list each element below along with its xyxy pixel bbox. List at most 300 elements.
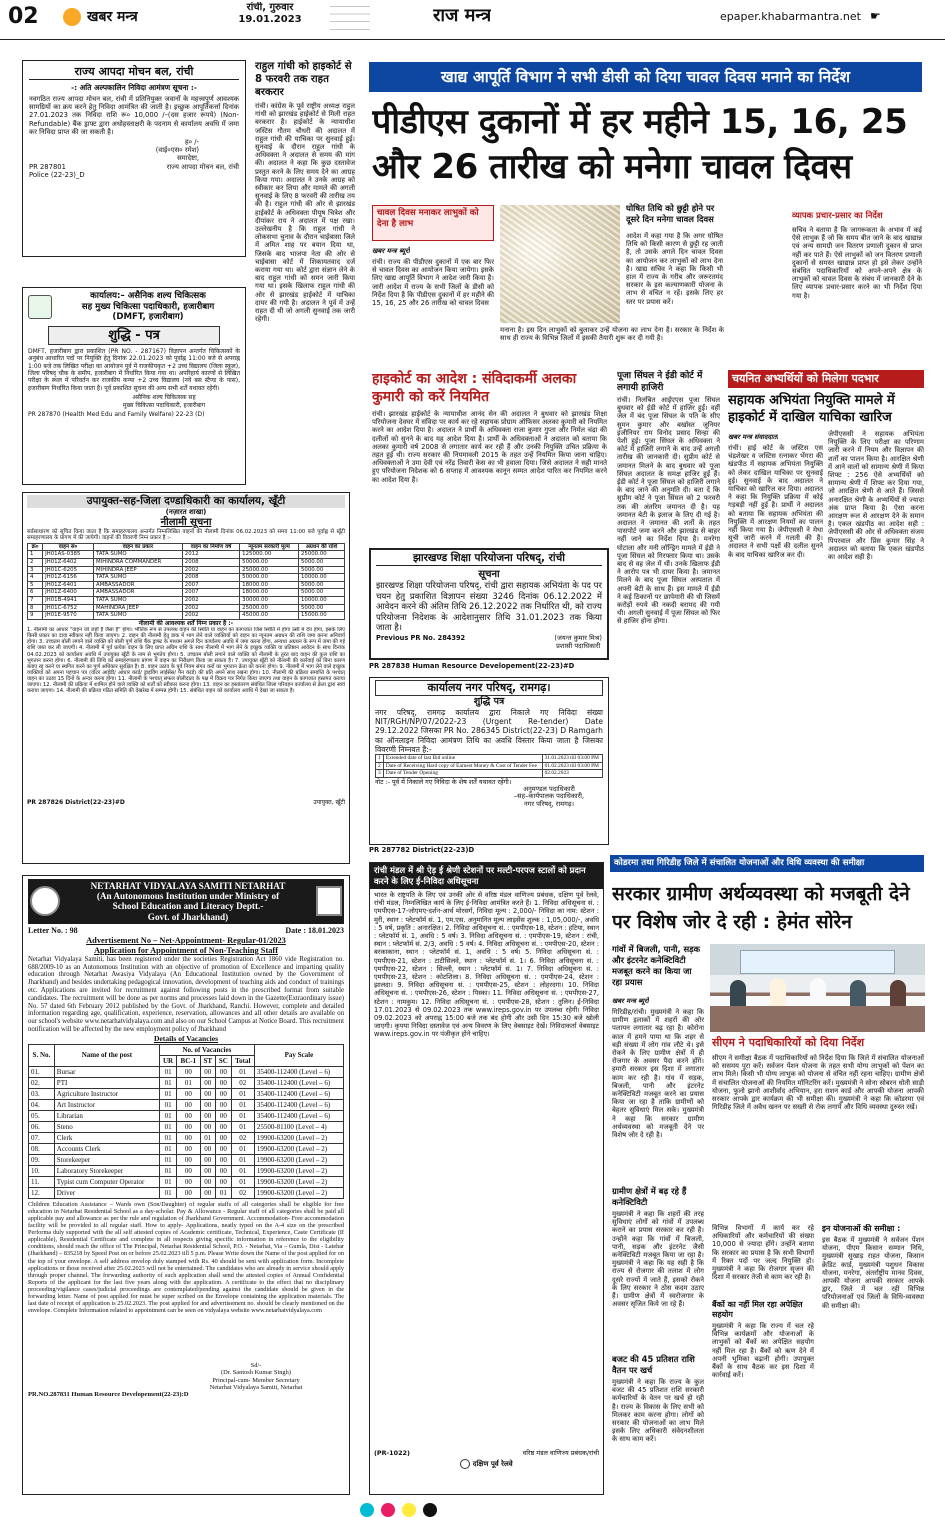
auction-col-header: क्र० xyxy=(28,543,43,551)
sign-line: –सह–कार्यपालक पदाधिकारी, xyxy=(513,792,585,801)
promo-headline: सहायक अभियंता नियुक्ति मामले में हाइकोर्ट में दाखिल याचिका खारिज xyxy=(728,393,895,425)
soren-byline: खबर मन्त्र ब्यूरो xyxy=(612,997,649,1005)
main-kicker: खाद्य आपूर्ति विभाग ने सभी डीसी को दिया चावल दिवस मनाने का निर्देश xyxy=(369,62,922,92)
table-row xyxy=(28,551,345,559)
table-cell: 00 xyxy=(177,1088,200,1099)
story-alka-body: रांची। झारखंड हाईकोर्ट के न्यायाधीश आनंद सेन की अदालत ने बुधवार को झारखंड शिक्षा परियोजना देवघर में संविदा पर कार्य कर रहे सहायक प्रोग्राम ऑफिसर अलका कुमारी को नियमित करने का आदेश दिया है। अदालत ने प्रार्थी के अधिवक्ता राजा कुमार गुप्ता और निर्मल चंद्रा की दलीलों को सुनने के बाद यह आदेश दिया है। प्रार्थी के अधिवक्ताओं ने अदालत को बताया कि अलका कुमारी वर्ष 2008 से लगातार कार्य कर रही हैं और उनकी नियुक्ति उचित प्रक्रिया के तहत हुई थी। राज्य सरकार की नियमावली 2015 के तहत उन्हें नियमित किया जाना चाहिए। अधिवक्ताओं ने उमा देवी एवं नरेंद्र तिवारी केस का भी हवाला दिया। जिसे अदालत ने सही मानते हुए परियोजना निदेशक को 6 सप्ताह में आवश्यक कानून सम्मत आदेश पारित कर नियमित करने का आदेश दिया है। xyxy=(372,410,607,484)
table-cell: 5 xyxy=(28,581,43,589)
person-2 xyxy=(770,978,786,1006)
sign-line: प्रशासी पदाधिकारी xyxy=(556,641,601,650)
netarhat-body: Netarhat Vidyalaya Samiti, has been registered under the societies Registration Act 1860 vide Registration no. 688/2009-10 as an Autonomous Institution with an objective of promotion of Excellence and imparting quality education through Netarhat Awasiya Vidyalaya (An Educational Institution owned by the Government of Jharkhand) and besides undertaking pedagogical innovation, development of teaching aids and conduct of trainings etc. Applications are invited for recruitment against following posts in the prescribed format from suitable candidates. The recruitment will be done as per norms and processes laid down in the Gazette(Extraordinary issue) No. 57 dated 6th February 2012 published by the Govt. of Jharkhand, Ranchi. However, complete and detailed information regarding age, qualification, experience, reservation, allowances and all other details are available on our school's website www.netarhatvidyalaya.com and also on our School Campus at Notice Board. This recruitment notification will be affected by the new employment policy of Jharkhand xyxy=(28,955,344,1033)
notice-body: DMFT, हजारीबाग द्वारा प्रकाशित (PR NO. - 287167) विज्ञापन अन्तर्गत चिकित्सकों के अनुबंध आधारित पदों पर नियुक्ति हेतु दिनांक 22.01.2023 को पूर्वाह्न 11:00 बजे से अपराह्न 1:00 बजे तक लिखित परीक्षा का आयोजन पूर्व में राजकीयकृत +2 उच्च विद्यालय (जिला स्कूल), जिला परिषद् चौक के समीप, हजारीबाग में निर्धारित किया गया था। अपरिहार्य कारणों से लिखित परीक्षा के स्थल में परिवर्तन कर राजकीय कन्या +2 उच्च विद्यालय (नये बस स्टैण्ड के पास), हजारीबाग निर्धारित किया जाता है। पूर्व प्रकाशित सूचना की अन्य सभी शर्तें यथावत रहेंगी। xyxy=(28,347,240,392)
vacancy-sub-header: UR xyxy=(159,1055,176,1066)
table-cell: 11. xyxy=(29,1176,55,1187)
table-row xyxy=(29,1088,344,1099)
reg-mark-yellow-icon xyxy=(402,1503,416,1517)
notice-title: शुद्धि - पत्र xyxy=(48,326,220,345)
notice-ramgarh xyxy=(369,677,609,845)
notice-office: कार्यालय नगर परिषद्, रामगढ़। xyxy=(375,680,603,696)
table-cell: AMBASSADOR xyxy=(93,581,182,589)
table-cell: 01 xyxy=(231,1088,254,1099)
table-cell: 00 xyxy=(177,1187,200,1198)
table-cell: Driver xyxy=(54,1187,159,1198)
sign-line: Netarhat Vidyalaya Samiti, Netarhat xyxy=(209,1384,303,1391)
table-cell: TATA SUMO xyxy=(93,574,182,582)
table-cell: JH01Z-6156 xyxy=(43,574,94,582)
soren-photo xyxy=(710,944,925,1032)
table-cell: Laboratory Storekeeper xyxy=(54,1165,159,1176)
table-cell: 01 xyxy=(159,1154,176,1165)
col-pay: Pay Scale xyxy=(254,1044,343,1066)
table-cell: 2002 xyxy=(182,566,239,574)
sign-line: मुख्य चिकित्सा पदाधिकारी, हजारीबाग xyxy=(122,401,206,409)
table-cell: 5000.00 xyxy=(298,559,344,567)
print-registration-marks xyxy=(360,1503,560,1517)
notice-sign xyxy=(376,634,602,650)
ramgarh-pr: PR 287782 District(22-23)D xyxy=(369,846,475,854)
netarhat-sign xyxy=(168,1362,344,1392)
sign-line: ह० /- xyxy=(184,138,199,147)
col-vacancies: No. of Vacancies xyxy=(159,1044,254,1055)
table-cell: 01. xyxy=(29,1066,55,1077)
table-row xyxy=(28,604,345,612)
table-cell: 30000.00 xyxy=(240,596,299,604)
reg-mark-magenta-icon xyxy=(381,1503,395,1517)
table-row xyxy=(28,559,345,567)
table-cell: 00 xyxy=(177,1099,200,1110)
netarhat-footer: Children Education Assistance – Wards own (Son/Daughter) of regular staffs of all categories shall be eligible for free education in Netarhat Residential School as a day-scholar. Pay & Allowance - Regular staff of all categories shall be paid all applicable pay and allowance as per the rule and regulation of Jharkhand Government. Accommodation- Free accommodation facility will be provided to all regular staff. How to apply- Applications, neatly typed on the A-4 size on the prescribed Performa duly supported with the all self attested copies of Academic certificate, Technical, Experience, Caste Certificate (If applicable), Residential Certificate and complete in all respects giving specific information in reference to the eligibility conditions, should reach the office of The Principal, Netarhat Residential School, P.O. - Netarhat, Via – Gumla, Dist - Latehar (Jharkhand) – 835218 by Speed Post on or before 25.02.2023 till 5 p.m. Please Write down the Name of the post applied for on the top of your envelope. A self address envelop duly stamped with Rs. 40 should be sent with application form. Incomplete applications or those received after 25.02.2023 will not be entertained. The candidates who are already in service should apply through proper channel. The forwarding authority of such application shall send the attested copies of Annual Confidential Reports of the applicant for the last five years along with the application. A certificate to the effect that no disciplinary proceeding/vigilance cases/judicial proceedings are contemplated/pending against the candidate should be given in the forwarding letter. Name of post applied for must be super scribed on the Envelope containing the application materials. The last date of receipt of application is 25.02.2023. The post applied for and advertisement no. should be clearly mentioned on the envelope. Complete Information related to appointment can be seen on vidyalaya website www.netarhatvidyalaya.com xyxy=(28,1200,344,1315)
table-cell: 19900-63200 (Level – 2) xyxy=(254,1154,343,1165)
table-row xyxy=(28,612,345,620)
story-pooja-body: रांची। निलंबित आईएएस पूजा सिंघल बुधवार को ईडी कोर्ट में हाजिर हुईं। वहीं जेल में बंद पूजा सिंघल के पति के सीए सुमन कुमार और बर्खास्त जूनियर इंजीनियर राम विनोद प्रसाद सिन्हा की पेशी हुई। पूजा सिंघल के अधिवक्ता ने कोर्ट में हाजिरी लगाने के बाद उन्हें अगली तारीख की जानकारी दी। सुप्रीम कोर्ट से जमानत मिलने के बाद बुधवार को पूजा सिंघल अदालत के समक्ष हाजिर हुईं हैं। ईडी कोर्ट ने पूजा सिंघल को हाजिरी लगाने के बाद जाने की अनुमति दी। बता दें कि सुप्रीम कोर्ट ने पूजा सिंघल को 2 फरवरी तक की अंतरिम जमानत दी है। यह जमानत बेटी के इलाज के लिए दी गई है। अदालत ने जमानत की शर्तों के तहत पासपोर्ट जमा करने और झारखंड से बाहर नहीं जाने का निर्देश दिया है। मनरेगा घोटाला और मनी लॉन्ड्रिंग मामले में ईडी ने पूजा सिंघल को गिरफ्तार किया था। उसके बाद से वह जेल में थीं। उनके खिलाफ ईडी ने आरोप पत्र भी दायर किया है। जमानत मिलने के बाद पूजा सिंघल अस्पताल में अपनी बेटी के साथ हैं। इस मामले में ईडी ने कई ठिकानों पर छापेमारी की थी जिसमें करोड़ों रुपये की नकदी बरामद की गयी थी। अगली सुनवाई में पूजा सिंघल को फिर से हाजिर होना होगा। xyxy=(617,396,720,626)
pr-number: PR 287801 xyxy=(29,162,66,171)
auction-col-header: न्यूनतम सरकारी मूल्य xyxy=(240,543,299,551)
header-date: 19.01.2023 xyxy=(238,14,302,25)
table-row xyxy=(376,755,603,763)
table-cell: 00 xyxy=(177,1110,200,1121)
table-cell: 01 xyxy=(159,1088,176,1099)
website-link[interactable]: epaper.khabarmantra.net xyxy=(720,10,861,23)
pr-number: (PR-1022) xyxy=(374,1449,410,1457)
table-cell: 00 xyxy=(177,1121,200,1132)
table-cell: MAHINDRA JEEP xyxy=(93,604,182,612)
person-3 xyxy=(810,978,826,1006)
table-cell: 01 xyxy=(159,1187,176,1198)
soren-kicker: कोडरमा तथा गिरिडीह जिले में संचालित योजनाओं और विधि व्यवस्था की समीक्षा xyxy=(610,855,924,872)
table-cell: 02. xyxy=(29,1077,55,1088)
table-cell: 19900-63200 (Level – 2) xyxy=(254,1165,343,1176)
table-cell: 25500-81100 (Level – 4) xyxy=(254,1121,343,1132)
table-row xyxy=(29,1110,344,1121)
person-1 xyxy=(730,980,746,1006)
table-cell: 01 xyxy=(177,1077,200,1088)
auction-col-header: वाहन सं० xyxy=(43,543,94,551)
table-cell: 7 xyxy=(28,596,43,604)
table-cell: 00 xyxy=(200,1154,215,1165)
table-cell: 18000.00 xyxy=(240,589,299,597)
brand-name: खबर मन्त्र xyxy=(87,9,138,25)
soren-subhead-2: ग्रामीण क्षेत्रों में बढ़ रहे हैं कनेक्टिविटी xyxy=(612,1186,687,1207)
vacancy-sub-header: BC-1 xyxy=(177,1055,200,1066)
terms-title: नीलामी की आवश्यक शर्तें निम्न प्रकार है :- xyxy=(138,619,234,627)
table-row xyxy=(29,1121,344,1132)
meeting-banner xyxy=(740,950,895,974)
table-cell: 00 xyxy=(200,1176,215,1187)
notice-auction xyxy=(22,492,350,864)
pr-number: PR 287826 District(22-23)#D xyxy=(27,799,125,807)
sign-line: असैनिक शल्य चिकित्सक सह xyxy=(132,394,196,402)
pointer-icon: ☛ xyxy=(870,9,881,23)
table-cell: 00 xyxy=(215,1121,231,1132)
soren-body-3: मुख्यमंत्री ने कहा कि राज्य के कुल बजट की 45 प्रतिशत राशि सरकारी कर्मचारियों के वेतन पर खर्च हो रही है। राज्य के विकास के लिए सभी को मिलकर काम करना होगा। लोगों को सरकार की योजनाओं का लाभ मिले इसके लिए अधिकारी संवेदनशीलता के साथ काम करें। xyxy=(612,1378,704,1444)
vacancy-table xyxy=(28,1044,344,1199)
soren-subhead-3: बजट की 45 प्रतिशत राशि वैतन पर खर्च xyxy=(612,1354,695,1375)
table-cell: 01 xyxy=(231,1176,254,1187)
section-title: राज मन्त्र xyxy=(433,5,492,26)
table-row xyxy=(29,1165,344,1176)
table-cell: 00 xyxy=(215,1088,231,1099)
notice-subheading: -: अति अल्पकालिन निविदा आमंत्रण सूचना :- xyxy=(71,83,197,92)
jepc-pr: PR 287838 Human Resource Developement(22-23)#D xyxy=(369,662,575,670)
terms-body: 1. नीलामी का आधार "वाहन जो जहाँ है जैसा है" होगा। भौतिक रूप से उपलब्ध वाहन की स्थिति या वाहन का कागजात जिस स्थिति में होगा उसी में देय होगा, इसके लिए किसी प्रकार का दावा स्वीकार नहीं किया जाएगा। 2. वाहन की नीलामी हेतु डाक में भाग लेने वाले व्यक्तियों को वाहन का न्यूनतम अग्रधन की राशि जमा करना अनिवार्य होगा। 3. उच्चतम बोली लगाने वाले व्यक्ति को बोली पूर्ण राशि बैंक ड्राफ्ट के माध्यम अगले दिन कार्यालय अवधि में जमा करना होगा, अन्यथा अग्रधन के रूप में जमा की गई राशि जब्त कर ली जाएगी। 4. नीलामी में पूर्व प्रत्येक वाहन के लिए प्राप्त अग्रिम राशि के साथ नीलामी में भाग लेने के इच्छुक व्यक्ति या प्रतिष्ठान आवेदन के साथ दिनांक 04.02.2023 को कार्यालय अवधि में उपायुक्त खूँटी के नाम से भुगतेय होगा। 5. उच्चतम बोली लगाने वाले व्यक्ति को नीलामी के तुरंत बाद वाहन की कुल राशि का भुगतान करना होगा। 6. नीलामी की तिथि को समाहरणालय प्रांगण में वाहन का निरीक्षण किया जा सकता है। 7. उपायुक्त खूँटी को नीलामी की कार्रवाई को बिना कारण बताए रद्द करने या स्थगित करने का पूर्ण अधिकार सुरक्षित है। 8. वाहन उठाव के पूर्व नियम संगत करों का भुगतान क्रेता को करना होगा। 9. नीलामी में भाग लेने वाले इच्छुक व्यक्तियों को अपना पहचान पत्र (वोटर आईडी/ आधार कार्ड/ ड्राइविंग लाईसेंस/ पैन कार्ड) की प्रति अपने साथ रखना होगा। 10. नीलामी की प्रक्रिया समाप्ति के पश्चात् वाहन का उठाव 15 दिनों के अन्दर करना होगा। 11. नीलामी के पश्चात् सफल बोलीदाता के पक्ष में विक्रय पत्र निर्गत किया जाएगा तथा वाहन के कागजात हस्तगत कराया जाएगा। 12. नीलामी की प्रक्रिया में शामिल होने वाले व्यक्ति को शर्तों को स्वीकार करना होगा। 13. वाहन का हस्तांतरण संबंधित जिला परिवहन कार्यालय से क्रेता द्वारा स्वयं कराया जाएगा। 14. नीलामी की प्रक्रिया गठित समिति की देखरेख में सम्पन्न होगी। 15. संबंधित वाहन को कार्यालय अवधि में देखा जा सकता है। xyxy=(27,627,345,695)
table-cell: Clerk xyxy=(54,1132,159,1143)
table-cell: AMBASSADOR xyxy=(93,589,182,597)
notice-body: नवगठित राज्य आपदा मोचन बल, रांची में प्रतिनियुक्त जवानों के महत्त्वपूर्ण आवश्यक सामग्रियों का क्रय करने हेतु निविदा आमंत्रित की जाती है। इच्छुक आपूर्तिकर्त्ता दिनांक 27.01.2023 तक निविदा राशि रू० 10,000 /–(दस हजार रूपये) (Non-Refundable) बैंक ड्राफ्ट द्वारा अधोहस्ताक्षरी के पदनाम से कार्यालय अवधि में जमा कर निविदा प्राप्त की जा सकती है। xyxy=(29,95,239,136)
table-cell: 35400-112400 (Level – 6) xyxy=(254,1088,343,1099)
table-cell: 00 xyxy=(177,1176,200,1187)
table-cell: 2007 xyxy=(182,589,239,597)
table-cell: 45000.00 xyxy=(240,612,299,620)
notice-sign xyxy=(88,394,240,409)
table-cell: 00 xyxy=(215,1099,231,1110)
table-cell: 04. xyxy=(29,1099,55,1110)
table-cell: 00 xyxy=(200,1165,215,1176)
main-body-2: आदेश में कहा गया है कि अगर घोषित तिथि को किसी कारण से छुट्टी रह जाती है, तो उसके अगले दिन चावल दिवस का आयोजन कर लाभुकों को लाभ देना है। खाद्य सचिव ने कहा कि किसी भी हाल में राज्य के गरीब और जरूरतमंद सरकार के इस कल्याणकारी योजना के लाभ से वंचित न रहें। इसके लिए हर स्तर पर प्रयास करें। xyxy=(626,232,723,306)
table-cell: 5000.00 xyxy=(298,604,344,612)
main-body-3: सचिव ने बताया है कि जागरूकता के अभाव में कई ऐसे लाभुक हैं जो कि समय बीत जाने के बाद खाद्यान्न एवं अन्य सामग्री जन वितरण प्रणाली दुकान से प्राप्त नहीं कर पाते हैं। ऐसे लाभुकों को जन वितरण प्रणाली दुकानों से समस्त खाद्यान्न प्राप्त हो इसे लेकर उन्होंने संबंधित पदाधिकारियों को अपने-अपने क्षेत्र के लाभुकों को चावल दिवस के संबंध में जानकारी देने के लिए व्यापक प्रचार-प्रसार करने का भी निर्देश दिया गया है। xyxy=(792,226,922,300)
table-cell: 01.02.2023 till 03:00 PM xyxy=(542,762,602,770)
pr-number: PR.NO.287831 Human Resource Developement(22-23):D xyxy=(28,1391,189,1399)
table-cell: 02 xyxy=(231,1132,254,1143)
notice-office: उपायुक्त-सह-जिला दण्डाधिकारी का कार्यालय, खूँटी xyxy=(27,495,345,508)
table-cell: 09. xyxy=(29,1154,55,1165)
table-cell: 2002 xyxy=(182,612,239,620)
table-row xyxy=(28,581,345,589)
table-row xyxy=(376,762,603,770)
auction-col-header: वाहन का निर्माण वर्ष xyxy=(182,543,239,551)
table-cell: 18000.00 xyxy=(240,581,299,589)
promo-byline: खबर मन्त्र संवाददाता xyxy=(728,433,779,441)
table-cell: 2007 xyxy=(182,581,239,589)
table-cell: 5000.00 xyxy=(298,581,344,589)
table-row xyxy=(28,596,345,604)
table-cell: TATA SUMO xyxy=(93,596,182,604)
auction-table xyxy=(27,543,345,620)
table-cell: 00 xyxy=(215,1077,231,1088)
table-cell: 2002 xyxy=(182,604,239,612)
table-cell: 00 xyxy=(215,1143,231,1154)
office-line: (DMFT, हजारीबाग) xyxy=(112,312,184,323)
notice-title: सूचना xyxy=(478,569,500,580)
table-cell: Steno xyxy=(54,1121,159,1132)
main-body-1: रांची। राज्य की पीडीएस दुकानों में एक बार फिर से चावल दिवस का आयोजन किया जायेगा। इसके लिए खाद्य आपूर्ति विभाग ने आदेश जारी किया है। जारी आदेश में राज्य के सभी जिलों के डीसी को निर्देश दिया है कि पीडीएस दुकानों में हर महीने की 15, 16, 25 और 26 तारीख को चावल दिवस xyxy=(372,258,494,308)
sign-line: (Dr. Santosh Kumar Singh) xyxy=(221,1369,291,1377)
table-cell: 3 xyxy=(376,770,384,778)
table-row xyxy=(29,1099,344,1110)
notice-sign xyxy=(29,138,239,163)
sign-line: Principal-cum- Member Secretary xyxy=(212,1376,300,1384)
sign-designation: राज्य आपदा मोचन बल, रांची xyxy=(166,162,239,171)
title-line: (An Autonomous Institution under Ministry of xyxy=(96,891,280,902)
table-cell: 03. xyxy=(29,1088,55,1099)
table-cell: 5000.00 xyxy=(298,589,344,597)
table-cell: 19900-63200 (Level – 2) xyxy=(254,1187,343,1198)
table-cell: 01 xyxy=(159,1165,176,1176)
table-cell: 2 xyxy=(28,559,43,567)
table-cell: 01 xyxy=(200,1132,215,1143)
soren-subhead-4: बैंकों का नहीं मिल रहा अपेक्षित सहयोग xyxy=(712,1300,803,1319)
table-cell: 06. xyxy=(29,1121,55,1132)
letter-date: Date : 18.01.2023 xyxy=(285,925,344,935)
table-cell: Art Instructor xyxy=(54,1099,159,1110)
office-line: कार्यालय:– असैनिक शल्य चिकित्सक xyxy=(90,291,206,301)
table-cell: 50000.00 xyxy=(240,574,299,582)
table-cell: 2002 xyxy=(182,596,239,604)
notice-subheading: (नज़ारत शाखा) xyxy=(165,508,207,516)
rail-body: भारत के राष्ट्रपति के लिए एवं उनकी ओर से वरिष्ठ मंडल वाणिज्य प्रबंधक, दक्षिण पूर्व रेलवे, रांची मंडल, निम्नलिखित कार्य के लिए ई-निविदा आमंत्रित करते हैं। 1. निविदा अधिसूचना सं. : एमपीएस-17-जोएमए-दर्शन-आर्थ मोरसर्ग, निविदा मूल्य : 2,000/- निविदा का नाम: स्टेशन : मुरी, स्थान : प्लेटफॉर्म सं. 1, एम.एस. अनुमानित मूल्य लाइसेंस शुल्क : 1,05,000/-, अवधि : 5 वर्ष, प्रकृति : अनारक्षित। 2. निविदा अधिसूचना सं. : एमपीएस-18, स्टेशन : हटिया, स्थान : प्लेटफॉर्म सं. 1, अवधि : 5 वर्ष। 3. निविदा अधिसूचना सं. : एमपीएस-19, स्टेशन : रांची, स्थान : प्लेटफॉर्म सं. 2/3, अवधि : 5 वर्ष। 4. निविदा अधिसूचना सं. : एमपीएस-20, स्टेशन : बरकाकाना, स्थान : प्लेटफॉर्म सं. 1, अवधि : 5 वर्ष। 5. निविदा अधिसूचना सं. : एमपीएस-21, स्टेशन : टाटीसिलवे, स्थान : प्लेटफॉर्म सं. 1। 6. निविदा अधिसूचना सं. : एमपीएस-22, स्टेशन : सिल्ली, स्थान : प्लेटफॉर्म सं. 1। 7. निविदा अधिसूचना सं. : एमपीएस-23, स्टेशन : कोटशिला। 8. निविदा अधिसूचना सं. : एमपीएस-24, स्टेशन : झालदा। 9. निविदा अधिसूचना सं. : एमपीएस-25, स्टेशन : लोहरदगा। 10. निविदा अधिसूचना सं. : एमपीएस-26, स्टेशन : पिस्का। 11. निविदा अधिसूचना सं. : एमपीएस-27, स्टेशन : नामकुम। 12. निविदा अधिसूचना सं. : एमपीएस-28, स्टेशन : तुलिन। ई-निविदा 17.01.2023 से 09.02.2023 तक www.ireps.gov.in पर उपलब्ध रहेगी। निविदा 09.02.2023 को अपराह्न 15:00 बजे तक बंद होगी और उसी दिन 15:30 बजे खोली जाएगी। कृपया निविदा दस्तावेज एवं अन्य विवरण के लिए वेबसाइट देखें। निविदाकर्ता वेबसाइट www.ireps.gov.in पर पंजीकृत होने चाहिए। xyxy=(374,891,599,1039)
table-cell: 01 xyxy=(231,1143,254,1154)
rice-grain-texture xyxy=(500,205,620,323)
table-row xyxy=(28,574,345,582)
table-row xyxy=(29,1176,344,1187)
table-cell: 07. xyxy=(29,1132,55,1143)
header-city: रांची, गुरुवार xyxy=(246,2,294,13)
table-cell: 01 xyxy=(159,1121,176,1132)
ramgarh-table xyxy=(375,754,603,778)
jharkhand-emblem-icon xyxy=(28,295,52,319)
table-row xyxy=(29,1154,344,1165)
table-cell: 3 xyxy=(28,566,43,574)
table-cell: 00 xyxy=(177,1132,200,1143)
vacancy-sub-header: SC xyxy=(215,1055,231,1066)
adv-number: Advertisement No – Net-Appointment- Regular-01/2023 xyxy=(86,935,286,945)
col-post: Name of the post xyxy=(54,1044,159,1066)
table-cell: 01 xyxy=(231,1154,254,1165)
table-cell: Date of Receiving Hard copy of Earnest Money & Cost of Tender Fee xyxy=(383,762,542,770)
table-cell: 00 xyxy=(215,1066,231,1077)
table-cell: 02 xyxy=(231,1077,254,1088)
table-cell: 01 xyxy=(159,1099,176,1110)
story-body: रांची। कांग्रेस के पूर्व राष्ट्रीय अध्यक्ष राहुल गांधी को झारखंड हाईकोर्ट से मिली राहत बरकरार है। हाईकोर्ट के न्यायाधीश जस्टिस गौतम चौधरी की अदालत में राहुल गांधी की याचिका पर सुनवाई हुई। सुनवाई के दौरान राहुल गांधी के अधिवक्ता ने अदालत से समय की मांग की। अदालत ने कहा कि कुछ दस्तावेज प्रस्तुत करने के लिए समय देने का आग्रह किया गया। अदालत ने उनके आग्रह को स्वीकार कर लिया और मामले की अगली सुनवाई के लिए 8 फरवरी की तारीख तय की है। राहुल गांधी की ओर से झारखंड हाईकोर्ट के अधिवक्ता पीयूष चित्रेश और दीपांकर राय ने अदालत में पक्ष रखा। उल्लेखनीय है कि राहुल गांधी ने लोकसभा चुनाव के दौरान चाईबासा जिले में अमित शाह पर बयान दिया था, जिसके बाद भाजपा नेता की ओर से चाईबासा कोर्ट में शिकायतवाद दर्ज कराया गया था। कोर्ट द्वारा संज्ञान लेने के बाद राहुल गांधी को समन जारी किया गया था। इसके खिलाफ राहुल गांधी की ओर से झारखंड हाईकोर्ट में याचिका दायर की गयी है। अदालत ने पूर्व में उन्हें राहत दी थी जो अगली सुनवाई तक जारी रहेगी। xyxy=(255,102,355,324)
notice-railway xyxy=(369,862,604,1495)
table-cell: 00 xyxy=(215,1132,231,1143)
notice-netarhat xyxy=(22,875,350,1495)
person-5 xyxy=(890,980,906,1006)
table-cell: 01 xyxy=(159,1077,176,1088)
table-cell: 02.02.2023 xyxy=(542,770,602,778)
main-byline: खबर मन्त्र ब्यूरो xyxy=(372,247,410,255)
table-cell: JH01Z-6400 xyxy=(43,589,94,597)
table-cell: 01 xyxy=(231,1121,254,1132)
table-cell: 10000.00 xyxy=(298,574,344,582)
table-cell: 00 xyxy=(200,1121,215,1132)
vacancy-title: Details of Vacancies xyxy=(153,1033,219,1043)
pr-category: Police (22-23)_D xyxy=(29,170,85,179)
story-headline: राहुल गांधी को हाइकोर्ट से 8 फरवरी तक राहत बरकरार xyxy=(255,61,352,98)
table-cell: 01 xyxy=(231,1110,254,1121)
table-cell: 125000.00 xyxy=(240,551,299,559)
table-cell: 02 xyxy=(231,1187,254,1198)
railway-logo-icon xyxy=(460,1459,470,1469)
adv-title: Application for Appointment of Non-Teaching Staff xyxy=(93,945,279,955)
notice-body: झारखण्ड शिक्षा परियोजना परिषद्, रांची द्वारा सहायक अभियंता के पद पर चयन हेतु प्रकाशित विज्ञापन संख्या 3246 दिनांक 06.12.2022 में आवेदन करने की अंतिम तिथि 26.12.2022 तक निर्धारित थी, को राज्य परियोजना निदेशक के आदेशानुसार तिथि 31.01.2023 तक किया जाता है। xyxy=(376,581,602,634)
soren-subhead-5: इन योजनाओं की समीक्षा : xyxy=(822,1224,901,1233)
story-pooja-headline: पूजा सिंघल ने ईडी कोर्ट में लगायी हाजिरी xyxy=(617,371,703,393)
brand-logo-icon xyxy=(63,8,81,26)
table-cell: 05. xyxy=(29,1110,55,1121)
table-cell: 00 xyxy=(177,1165,200,1176)
title-line: Govt. of Jharkhand) xyxy=(147,911,229,922)
table-cell: 15000.00 xyxy=(298,612,344,620)
table-cell: Librarian xyxy=(54,1110,159,1121)
table-cell: 00 xyxy=(215,1165,231,1176)
sign-line: समादेष्टा, xyxy=(177,154,199,163)
vacancy-sub-header: Total xyxy=(231,1055,254,1066)
table-cell: Typist cum Computer Operator xyxy=(54,1176,159,1187)
table-cell: 19900-63200 (Level – 2) xyxy=(254,1143,343,1154)
table-cell: 4 xyxy=(28,574,43,582)
notice-jepc xyxy=(369,548,609,660)
table-cell: 10. xyxy=(29,1165,55,1176)
notice-title: शुद्धि पत्र xyxy=(473,696,505,707)
table-cell: 00 xyxy=(215,1154,231,1165)
notice-heading: राज्य आपदा मोचन बल, रांची xyxy=(29,64,239,80)
table-cell: 8 xyxy=(28,604,43,612)
title-line: NETARHAT VIDYALAYA SAMITI NETARHAT xyxy=(90,881,286,891)
sign-line: (वाई०एस० रमेश) xyxy=(155,146,199,155)
sign-designation: वरिष्ठ मंडल वाणिज्य प्रबंधक/रांची xyxy=(522,1449,599,1457)
masthead xyxy=(0,0,945,40)
table-cell: TATA SUMO xyxy=(93,551,182,559)
promo-body: रांची। हाई कोर्ट के जस्टिस एस चंद्रशेखर व जस्टिस रत्नाकर भेंगरा की खंडपीठ में सहायक अभियंता नियुक्ति को लेकर दाखिल याचिका पर सुनवाई हुई। सुनवाई के बाद अदालत ने याचिका को खारिज कर दिया। अदालत ने कहा कि नियुक्ति प्रक्रिया में कोई गड़बड़ी नहीं हुई है। प्रार्थी ने अदालत को बताया कि सहायक अभियंता की नियुक्ति में आरक्षण नियमों का पालन नहीं किया गया है। जेपीएससी ने मेधा सूची जारी करने में गलती की है। अदालत ने सभी पक्षों की दलील सुनने के बाद याचिका खारिज कर दी। xyxy=(728,444,823,559)
header-rule xyxy=(330,6,370,30)
promo-body-2: जेपीएससी ने सहायक अभियंता नियुक्ति के लिए परीक्षा का परिणाम जारी करने में नियम और विज्ञापन की शर्तों का पालन किया है। आरक्षित श्रेणी में आने वालों को सामान्य श्रेणी में किया शिफ्ट : 256 ऐसे अभ्यर्थियों को सामान्य श्रेणी में शिफ्ट कर दिया गया, जो आरक्षित श्रेणी से आते हैं। जिससे अनारक्षित श्रेणी के अभ्यर्थियों से ज्यादा अंक प्राप्त किया है। ऐसा करना आरक्षण रूल से आरक्षण देने के समान है। एकल खंडपीठ का आदेश सही : जेपीएससी की ओर से अधिवक्ता संजय पिपरवाल और प्रिंस कुमार सिंह ने अदालत को बताया कि एकल खंडपीठ का आदेश सही है। xyxy=(828,430,924,562)
table-cell: 10000.00 xyxy=(298,596,344,604)
prev-pr: Previous PR No. 284392 xyxy=(376,633,466,642)
table-cell: 1 xyxy=(376,755,384,763)
notice-office xyxy=(56,291,240,323)
soren-body: गिरिडीह/रांची। मुख्यमंत्री ने कहा कि ग्रामीण इलाकों में शहरों की ओर पलायन लगातार बढ़ रहा है। कोरोना काल में हमने पाया था कि शहर से बड़ी संख्या में लोग गांव लौटे थे। इसे रोकने के लिए ग्रामीण क्षेत्रों में ही रोजगार के अवसर पैदा करने होंगे। हमारी सरकार इस दिशा में लगातार काम कर रही है। गांव में सड़क, बिजली, पानी और इंटरनेट कनेक्टिविटी मजबूत करने का प्रयास किया जा रहा है ताकि ग्रामीणों को बेहतर सुविधाएं मिल सके। मुख्यमंत्री ने कहा कि सरकार ग्रामीण अर्थव्यवस्था को मजबूती देने पर विशेष जोर दे रही है। xyxy=(612,1008,704,1140)
table-cell: 01 xyxy=(231,1099,254,1110)
title-line: School Education and Literacy Deptt.- xyxy=(112,901,264,912)
soren-body-2: मुख्यमंत्री ने कहा कि शहरों की तरह सुविधाएं लोगों को गांवों में उपलब्ध कराने का प्रयास सरकार कर रही है। उन्होंने कहा कि गांवों में बिजली, पानी, सड़क और इंटरनेट जैसी कनेक्टिविटी मजबूत किया जा रहा है। मुख्यमंत्री ने कहा कि यह सही है कि राज्य से रोजगार की तलाश में लोग दूसरे राज्यों में जाते हैं, इसको रोकने के लिए सरकार ने ठोस कदम उठाए हैं। ग्रामीण क्षेत्रों में स्वरोजगार के अवसर सृजित किये जा रहे हैं। xyxy=(612,1210,704,1309)
table-cell: 6 xyxy=(28,589,43,597)
table-cell: 25000.00 xyxy=(298,551,344,559)
table-cell: 2008 xyxy=(182,574,239,582)
table-cell: 35400-112400 (Level – 6) xyxy=(254,1077,343,1088)
table-cell: 19900-63200 (Level – 2) xyxy=(254,1176,343,1187)
table-cell: MIHINDRA JEEP xyxy=(93,566,182,574)
table-row xyxy=(376,770,603,778)
main-subhead: चावल दिवस मनाकर लाभुकों को देना है लाभ xyxy=(377,208,479,229)
table-cell: 01 xyxy=(159,1132,176,1143)
main-subhead-box xyxy=(372,205,494,241)
table-cell: 50000.00 xyxy=(240,559,299,567)
table-cell: JH01AS-0385 xyxy=(43,551,94,559)
table-cell: 35400-112400 (Level – 6) xyxy=(254,1066,343,1077)
notice-sign xyxy=(495,786,603,809)
table-cell: 31.01.2023 till 03:00 PM xyxy=(542,755,602,763)
table-cell: 25000.00 xyxy=(240,604,299,612)
table-cell: TATA SUMO xyxy=(93,612,182,620)
table-cell: 00 xyxy=(200,1066,215,1077)
notice-health-header xyxy=(28,291,240,323)
table-cell: 25000.00 xyxy=(240,566,299,574)
table-cell: 01 xyxy=(231,1165,254,1176)
table-cell: 2008 xyxy=(182,559,239,567)
table-cell: 00 xyxy=(177,1143,200,1154)
table-cell: JH01C-6752 xyxy=(43,604,94,612)
table-cell: 01 xyxy=(159,1066,176,1077)
auction-col-header: अग्रधन की राशि xyxy=(298,543,344,551)
person-4 xyxy=(850,980,866,1006)
table-cell: 00 xyxy=(200,1077,215,1088)
table-cell: 00 xyxy=(200,1143,215,1154)
office-line: सह मुख्य चिकित्सा पदाधिकारी, हजारीबाग xyxy=(81,301,215,312)
table-cell: Accounts Clerk xyxy=(54,1143,159,1154)
pr-number: PR 287870 (Health Med Edu and Family Welfare) 22-23 (D) xyxy=(28,411,205,419)
table-cell: 00 xyxy=(200,1110,215,1121)
soren-body-7: इस बैठक में मुख्यमंत्री ने सर्वजन पेंशन योजना, पीएम किसान सम्मान निधि, मुख्यमंत्री सुखाड़ राहत योजना, किसान क्रेडिट कार्ड, मुख्यमंत्री पशुधन विकास योजना, मनरेगा, अंतर्राष्ट्रीय मानव दिवस, आपकी योजना आपकी सरकार आपके द्वार, जिले में चल रही विभिन्न परियोजनाओं एवं जिलों के विधि-व्यवस्था की समीक्षा की। xyxy=(822,1236,924,1310)
rail-headline: रांची मंडल में श्री ऐड़ ई श्रेणी स्टेशनों पर मल्टी-परपज स्टालों को प्रदान करने के लिए ई-निविदा अधिसूचना xyxy=(370,863,603,889)
table-cell: 00 xyxy=(215,1176,231,1187)
table-cell: 35400-112400 (Level – 6) xyxy=(254,1110,343,1121)
table-row xyxy=(29,1077,344,1088)
rice-photo xyxy=(500,205,620,323)
story-rahul xyxy=(255,60,355,488)
table-row xyxy=(29,1143,344,1154)
table-cell: 00 xyxy=(200,1187,215,1198)
soren-body-4: सीएम ने समीक्षा बैठक में पदाधिकारियों को निर्देश दिया कि जिले में संचालित योजनाओं को ससमय पूरा करें। सर्वजन पेंशन योजना के तहत सभी योग्य लाभुकों को पेंशन का लाभ मिले। किसी भी योग्य लाभुक को योजना से वंचित नहीं रहना चाहिए। ग्रामीण क्षेत्रों में संचालित योजनाओं की नियमित मॉनिटरिंग करें। मुख्यमंत्री ने सोना सोबरन धोती साड़ी योजना, फूलो झानो आशीर्वाद अभियान, हरा राशन कार्ड और आपकी योजना आपकी सरकार आपके द्वार कार्यक्रम की भी समीक्षा की। मुख्यमंत्री ने कहा कि कोडरमा एवं गिरिडीह जिले में अवैध खनन पर सख्ती से रोक लगायें और विधि व्यवस्था दुरुस्त रखें। xyxy=(712,1054,924,1112)
table-cell: 00 xyxy=(177,1154,200,1165)
table-cell: Storekeeper xyxy=(54,1154,159,1165)
table-cell: 08. xyxy=(29,1143,55,1154)
letter-info xyxy=(28,926,344,936)
table-cell: Agriculture Instructor xyxy=(54,1088,159,1099)
table-cell: MIHINDRA COMMANDER xyxy=(93,559,182,567)
table-cell: 9 xyxy=(28,612,43,620)
table-cell: 1 xyxy=(28,551,43,559)
table-row xyxy=(29,1187,344,1198)
notice-note: नोट :- पूर्व में निकाले गए निविदा के शेष शर्तें यथावत रहेंगी। xyxy=(375,777,512,786)
table-cell: 00 xyxy=(200,1099,215,1110)
netarhat-title xyxy=(64,881,312,922)
soren-subhead: गांवों में बिजली, पानी, सड़क और इंटरनेट कनेक्टिविटी मजबूत करने का किया जा रहा प्रयास xyxy=(612,944,701,987)
table-cell: JH01C-6205 xyxy=(43,566,94,574)
main-subhead-2: घोषित तिथि को छुट्टी होने पर दूसरे दिन मनेगा चावल दिवस xyxy=(626,203,715,224)
table-cell: JH01Z-6402 xyxy=(43,559,94,567)
sign-line: नगर परिषद्, रामगढ़। xyxy=(523,799,575,808)
letter-number: Letter No. : 98 xyxy=(28,925,78,935)
table-cell: 19900-63200 (Level – 2) xyxy=(254,1132,343,1143)
photo-caption: मनाना है। इस दिन लाभुकों को बुलाकर उन्हें योजना का लाभ देना है। सरकार के निर्देश के साथ ही राज्य के विभिन्न जिलों में इसकी तैयारी शुरू कर दी गयी है। xyxy=(500,326,724,343)
table-cell: JH01E-9570 xyxy=(43,612,94,620)
notice-disaster-response xyxy=(22,60,246,257)
jharkhand-emblem-icon xyxy=(316,886,342,916)
auction-col-header: वाहन का प्रकार xyxy=(93,543,182,551)
netarhat-logo-icon xyxy=(30,886,60,916)
notice-footer xyxy=(27,799,345,806)
